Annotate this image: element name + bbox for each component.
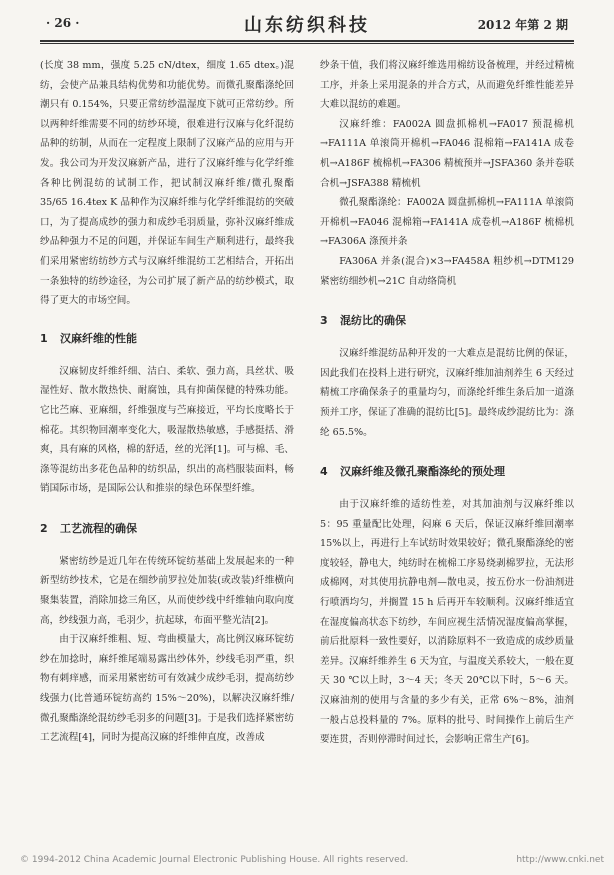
site-link[interactable]: http://www.cnki.net <box>516 855 604 865</box>
intro-paragraph: (长度 38 mm，强度 5.25 cN/dtex，细度 1.65 dtex。)混纺，会使产品兼具结构优势和功能优势。而微孔聚酯涤纶回潮只有 0.154%，只要正常纺纱温湿度下就可正常纺纱。所以两种纤维需要不同的纺纱环境，很难进行汉麻与化纤混纺品种的纺制，从而在一定程度上限制了汉麻产品的应用与开发。我公司为开发汉麻新产品，进行了汉麻纤维与化学纤维各种比例混纺的试制工作，把试制汉麻纤维/微孔聚酯 35/65 16.4tex K 品种作为汉麻纤维与化学纤维混纺的突破口，为了提高成纱的强力和成纱毛羽质量，弥补汉麻纤维成纱品种强力不足的问题，并保证车间生产顺利进行，最终我们采用紧密纺纺纱方式与汉麻纤维混纺工艺相结合，开拓出一条独特的纺纱途径，为公司扩展了新产品的纺纱模式，取得了更大的市场空间。 <box>40 60 294 307</box>
page-header <box>40 10 574 36</box>
section-3-heading <box>320 311 574 331</box>
page-number: · 26 · <box>46 16 80 30</box>
continued-paragraph: 纱条干值，我们将汉麻纤维选用棉纺设备梳理，并经过精梳工序，并条上采用混条的并合方式，从而避免纤维性能差异大难以混纺的难题。 <box>320 60 574 111</box>
left-column <box>40 56 294 748</box>
section-3-paragraph: 汉麻纤维混纺品种开发的一大难点是混纺比例的保证，因此我们在投料上进行研究，汉麻纤维加油剂养生 6 天经过精梳工序确保条子的重量均匀，而涤纶纤维生条后加一道涤预并工序，保证了准确的混纺比[5]。最终成纱混纺比为：涤纶 65.5%。 <box>320 348 574 438</box>
section-1-title: 汉麻纤维的性能 <box>60 331 137 345</box>
section-2-title: 工艺流程的确保 <box>60 521 137 535</box>
process-flow-hemp: 汉麻纤维：FA002A 圆盘抓棉机→FA017 预混棉机→FA111A 单滚筒开棉机→FA046 混棉箱→FA141A 成卷机→A186F 梳棉机→FA306 精梳预并→JSFA360 条并卷联合机→JSFA388 精梳机 <box>320 118 574 189</box>
section-4-heading <box>320 462 574 482</box>
process-flow-polyester: 微孔聚酯涤纶：FA002A 圆盘抓棉机→FA111A 单滚筒开棉机→FA046 混棉箱→FA141A 成卷机→A186F 梳棉机→FA306A 涤预并条 <box>320 197 574 248</box>
copyright-notice: © 1994-2012 China Academic Journal Electronic Publishing House. All rights reserved. <box>20 855 409 865</box>
section-2-heading <box>40 519 294 539</box>
section-2-number: 2 <box>40 521 48 535</box>
section-4-title: 汉麻纤维及微孔聚酯涤纶的预处理 <box>340 465 505 479</box>
issue-label: 2012 年第 2 期 <box>477 18 568 32</box>
section-4-number: 4 <box>320 465 328 479</box>
section-2-paragraph-1: 紧密纺纱是近几年在传统环锭纺基础上发展起来的一种新型纺纱技术，它是在细纱前罗拉处加装(或改装)纤维横向聚集装置，消除加捻三角区，从而使纱线中纤维轴向取向度高，纱线强力高，毛羽少，抗起球，布面平整光洁[2]。 <box>40 555 294 626</box>
header-rule-thick <box>40 40 574 42</box>
right-column <box>320 56 574 750</box>
section-1-paragraph: 汉麻韧皮纤维纤细、洁白、柔软、强力高，具丝状、吸湿性好、散水散热快、耐腐蚀，具有抑菌保健的特殊功能。它比苎麻、亚麻细，纤维强度与苎麻接近，平均长度略长于棉花。其织物回潮率变化大，吸湿散热敏感，手感挺括、滑爽，具有麻的风格，棉的舒适，丝的光泽[1]。可与棉、毛、涤等混纺出多花色品种的纺织品，织出的高档服装面料，畅销国际市场，是国际公认和推崇的绿色环保型纤维。 <box>40 365 294 495</box>
section-4-paragraph: 由于汉麻纤维的适纺性差，对其加油剂与汉麻纤维以 5：95 重量配比处理，闷麻 6 天后，保证汉麻纤维回潮率 15%以上，再进行上车试纺时效果较好；微孔聚酯涤纶的密度较轻，静电大，纯纺时在梳棉工序易绕剥棉罗拉，无法形成棉网，对其使用抗静电剂—散电灵，按五份水一份油剂进行喷洒均匀，并搁置 15 h 后再开车较顺利。汉麻纤维适宜在湿度偏高状态下纺纱，车间应视生活情况湿度偏高掌握，前后批原料一致性要好，以消除原料不一致造成的成纱质量差异。汉麻纤维养生 6 天为宜，与温度关系较大，一般在夏天 30 ℃以上时，3～4 天；冬天 20℃以下时，5～6 天。汉麻油剂的使用与含量的多少有关，正常 6%～8%，油剂一般占总投料量的 7%。原料的批号、时间操作上前后生产要连贯，否则停滞时间过长，会影响正常生产[6]。 <box>320 499 574 746</box>
process-flow-blend: FA306A 并条(混合)×3→FA458A 粗纱机→DTM129 紧密纺细纱机→21C 自动络筒机 <box>320 255 574 287</box>
journal-title: 山东纺织科技 <box>244 15 370 36</box>
section-2-paragraph-2: 由于汉麻纤维粗、短、弯曲模量大，高比例汉麻环锭纺纱在加捻时，麻纤维尾端易露出纱体外，纱线毛羽严重，织物有刺痒感，而采用紧密纺可有效减少成纱毛羽，提高纺纱线强力(比普通环锭纺高约 15%～20%)，以解决汉麻纤维/微孔聚酯涤纶混纺纱毛羽多的问题[3]。于是我们选择紧密纺工艺流程[4]，同时为提高汉麻的纤维伸直度，改善成 <box>40 634 294 744</box>
section-3-number: 3 <box>320 314 328 328</box>
section-1-number: 1 <box>40 331 48 345</box>
section-3-title: 混纺比的确保 <box>340 314 406 328</box>
section-1-heading <box>40 329 294 349</box>
header-rule-thin <box>40 43 574 44</box>
